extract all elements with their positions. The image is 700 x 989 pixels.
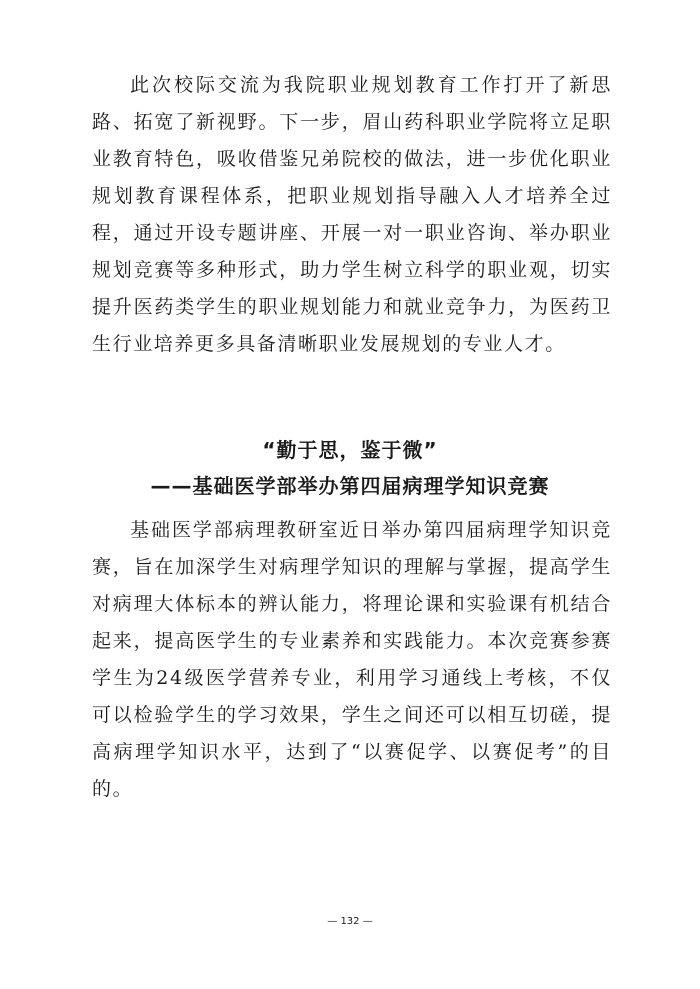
body-paragraph-exchange-summary: 此次校际交流为我院职业规划教育工作打开了新思路、拓宽了新视野。下一步，眉山药科职业学院将立足职业教育特色，吸收借鉴兄弟院校的做法，进一步优化职业规划教育课程体系，把职业规划指导融入人才培养全过程，通过开设专题讲座、开展一对一职业咨询、举办职业规划竞赛等多种形式，助力学生树立科学的职业观，切实提升医药类学生的职业规划能力和就业竞争力，为医药卫生行业培养更多具备清晰职业发展规划的专业人才。 — [92, 74, 612, 355]
body-paragraph-pathology-competition: 基础医学部病理教研室近日举办第四届病理学知识竞赛，旨在加深学生对病理学知识的理解与掌握，提高学生对病理大体标本的辨认能力，将理论课和实验课有机结合起来，提高医学生的专业素养和实践能力。本次竞赛参赛学生为24级医学营养专业，利用学习通线上考核，不仅可以检验学生的学习效果，学生之间还可以相互切磋，提高病理学知识水平，达到了“以赛促学、以赛促考”的目的。 — [92, 519, 612, 800]
article-title: “勤于思，鉴于微” — [262, 438, 438, 462]
article-subtitle: ——基础医学部举办第四届病理学知识竞赛 — [150, 474, 550, 498]
page-number: — 132 — — [327, 916, 373, 927]
